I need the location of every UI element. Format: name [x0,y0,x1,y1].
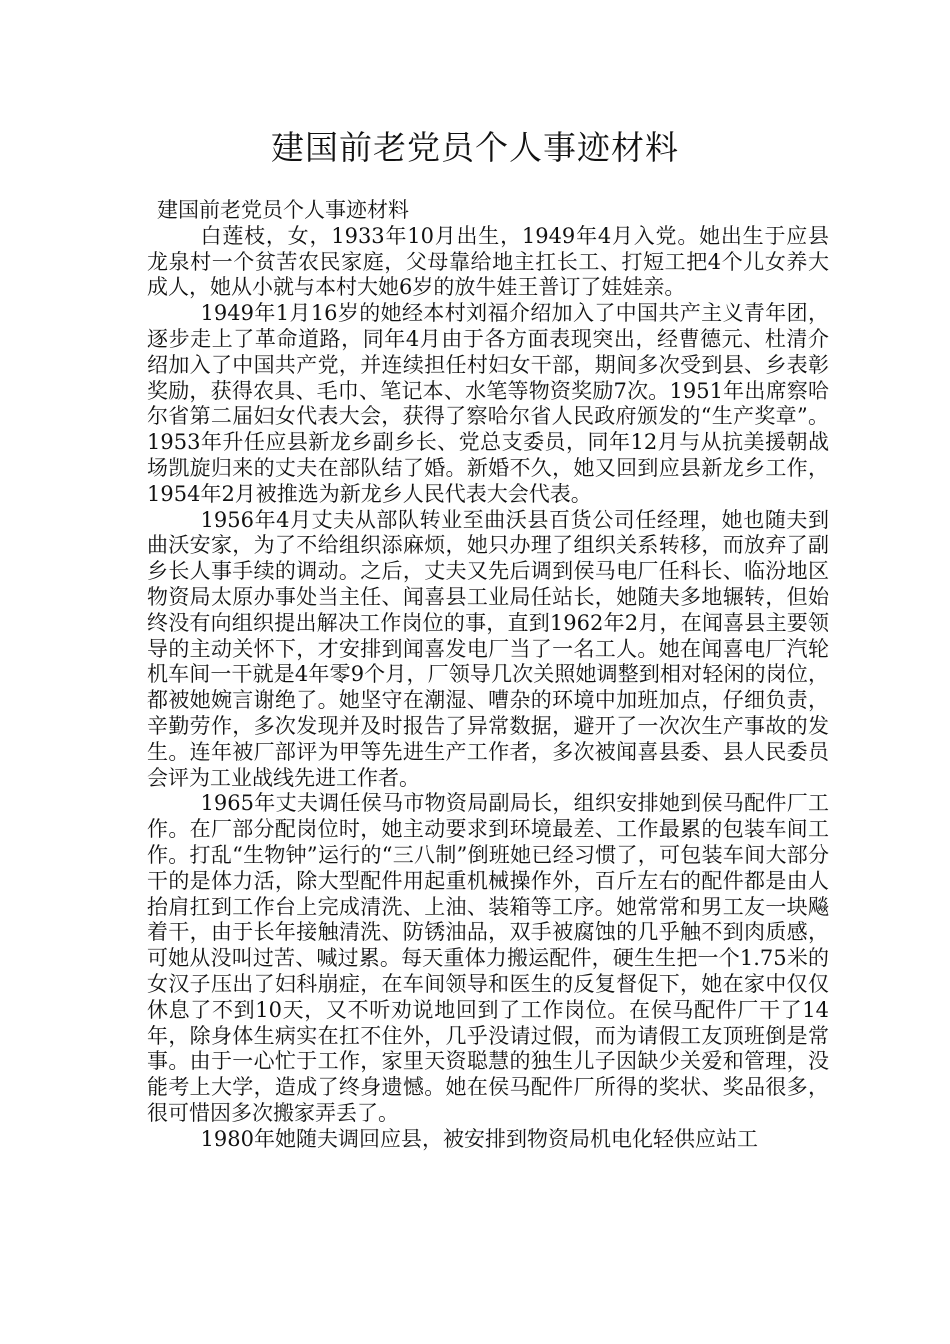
document-subtitle: 建国前老党员个人事迹材料 [157,198,409,222]
paragraph-5: 1980年她随夫调回应县，被安排到物资局机电化轻供应站工 [200,1126,758,1151]
paragraph-1: 白莲枝，女，1933年10月出生，1949年4月入党。她出生于应县龙泉村一个贫苦农民家庭，父母靠给地主扛长工、打短工把4个儿女养大成人，她从小就与本村大她6岁的放牛娃王普订了娃娃亲。 [147,223,829,300]
document-body [147,198,829,1152]
paragraph-3: 1956年4月丈夫从部队转业至曲沃县百货公司任经理，她也随夫到曲沃安家，为了不给组织添麻烦，她只办理了组织关系转移，而放弃了副乡长人事手续的调动。之后，丈夫又先后调到侯马电厂任科长、临汾地区物资局太原办事处当主任、闻喜县工业局任站长，她随夫多地辗转，但始终没有向组织提出解决工作岗位的事，直到1962年2月，在闻喜县主要领导的主动关怀下，才安排到闻喜发电厂当了一名工人。她在闻喜电厂汽轮机车间一干就是4年零9个月，厂领导几次关照她调整到相对轻闲的岗位，都被她婉言谢绝了。她坚守在潮湿、嘈杂的环境中加班加点，仔细负责，辛勤劳作，多次发现并及时报告了异常数据，避开了一次次生产事故的发生。连年被厂部评为甲等先进生产工作者，多次被闻喜县委、县人民委员会评为工业战线先进工作者。 [147,507,829,790]
paragraph-4: 1965年丈夫调任侯马市物资局副局长，组织安排她到侯马配件厂工作。在厂部分配岗位时，她主动要求到环境最差、工作最累的包装车间工作。打乱“生物钟”运行的“三八制”倒班她已经习惯了，可包装车间大部分干的是体力活，除大型配件用起重机械操作外，百斤左右的配件都是由人抬肩扛到工作台上完成清洗、上油、装箱等工序。她常常和男工友一块飚着干，由于长年接触清洗、防锈油品，双手被腐蚀的几乎触不到肉质感，可她从没叫过苦、喊过累。每天重体力搬运配件，硬生生把一个1.75米的女汉子压出了妇科崩症，在车间领导和医生的反复督促下，她在家中仅仅休息了不到10天，又不听劝说地回到了工作岗位。在侯马配件厂干了14年，除身体生病实在扛不住外，几乎没请过假，而为请假工友顶班倒是常事。由于一心忙于工作，家里天资聪慧的独生儿子因缺少关爱和管理，没能考上大学，造成了终身遗憾。她在侯马配件厂所得的奖状、奖品很多，很可惜因多次搬家弄丢了。 [147,791,829,1125]
paragraph-2: 1949年1月16岁的她经本村刘福介绍加入了中国共产主义青年团，逐步走上了革命道路，同年4月由于各方面表现突出，经曹德元、杜清介绍加入了中国共产党，并连续担任村妇女干部，期间多次受到县、乡表彰奖励，获得农具、毛巾、笔记本、水笔等物资奖励7次。1951年出席察哈尔省第二届妇女代表大会，获得了察哈尔省人民政府颁发的“生产奖章”。1953年升任应县新龙乡副乡长、党总支委员，同年12月与从抗美援朝战场凯旋归来的丈夫在部队结了婚。新婚不久，她又回到应县新龙乡工作，1954年2月被推选为新龙乡人民代表大会代表。 [147,301,829,506]
document-title: 建国前老党员个人事迹材料 [271,128,679,167]
